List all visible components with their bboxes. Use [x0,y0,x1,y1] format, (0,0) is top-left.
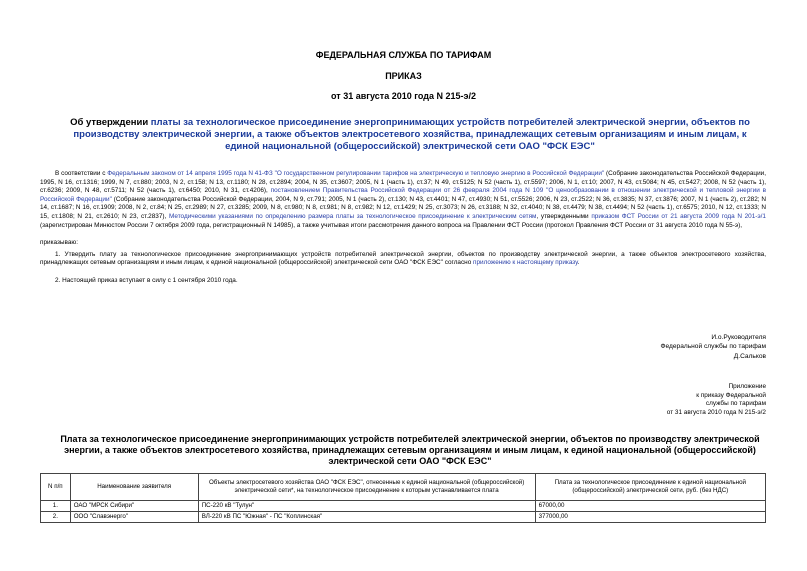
order-item-2: 2. Настоящий приказ вступает в силу с 1 сентября 2010 года. [55,276,238,284]
row-object: ПС-220 кВ "Тулун" [198,501,535,512]
item1-text: 1. Утвердить плату за технологическое присоединение энергопринимающих устройств потребителей электрической энергии, объектов по производству электрической энергии, а также объектов электросетевого хозяйства, принадлежащих сетевым организациям и иным лицам, к единой национальной (общероссийской) электрической сети ОАО "ФСК ЕЭС" согласно [40,250,766,267]
document-date-number: от 31 августа 2010 года N 215-э/2 [331,91,476,101]
order-item-1 [40,251,766,268]
table-header-row [41,474,766,501]
tariff-table [40,473,766,523]
row-fee: 67000,00 [535,501,765,512]
row-fee: 377000,00 [535,512,765,523]
agency-name: ФЕДЕРАЛЬНАЯ СЛУЖБА ПО ТАРИФАМ [315,50,492,60]
table-row [41,501,766,512]
header-number: N п/п [41,474,71,501]
appendix-label: Приложение [728,383,766,390]
row-number: 2. [41,512,71,523]
appendix-ref-line2: к приказу Федеральной [696,391,766,399]
header-applicant: Наименование заявителя [70,474,198,501]
federal-law-link[interactable]: Федеральным законом от 14 апреля 1995 года N 41-ФЗ "О государственном регулировании тарифов на электрическую и тепловую энергию в Российской Федерации" [107,170,605,177]
appendix-title: Плата за технологическое присоединение энергопринимающих устройств потребителей электрической энергии, объектов по производству электрической энергии, а также объектов электросетевого хозяйства, принадлежащих сетевым организациям и иным лицам, к единой национальной (общероссийской) электрической сети ОАО "ФСК ЕЭС" [60,434,760,467]
preamble-text-1: В соответствии с [55,170,108,177]
order-title [60,117,760,153]
table-row [41,512,766,523]
signature-position: И.о.Руководителя [711,334,766,341]
appendix-link[interactable]: приложению к настоящему приказу [473,259,578,267]
preamble-text-5: (зарегистрирован Минюстом России 7 октября 2009 года, регистрационный N 14985), а также учитывая итоги рассмотрения данного вопроса на Правлении ФСТ России (протокол Правления ФСТ России от 31 августа 2010 года N 55-э), [40,221,743,229]
government-resolution-link[interactable]: постановлением Правительства Российской Федерации от 26 февраля 2004 года N 109 "О ценообразовании в отношении электрической и тепловой энергии в Российской Федерации" [40,187,766,203]
signature-agency: Федеральной службы по тарифам [660,343,766,351]
appendix-ref-line3: службы по тарифам [705,400,766,408]
appendix-reference [667,383,766,417]
preamble-text-3: (Собрание законодательства Российской Федерации, 2004, N 9, ст.791; 2005, N 1 (часть 2), ст.130; N 43, ст.4401; N 47, ст.4930; N 51, ст.5526; 2006, N 23, ст.2522; N 36, ст.3835; N 37, ст.3876; 2007, N 1 (часть 2), ст.282; N 14, ст.1687; N 16, ст.1909; 2008, N 2, ст.84; N 25, ст.2989; N 27, ст.3285; 2009, N 8, ст.980; N 8, ст.981; N 8, ст.982; N 12, ст.1429; N 25, ст.3073; N 26, ст.3188; N 32, ст.4040; N 38, ст.4479; N 38, ст.4494; N 52 (часть 1), ст.6575; 2010, N 12, ст.1333; N 15, ст.1808; N 21, ст.2610; N 23, ст.2837), [40,195,766,220]
preamble-text-4: , утвержденными [536,212,592,220]
signature-name: Д.Сальков [733,352,766,360]
signature-block [661,333,767,361]
title-prefix: Об утверждении [70,117,151,128]
methodical-guidelines-link[interactable]: Методическими указаниями по определению размера платы за технологическое присоединение к электрическим сетям [168,212,537,220]
document-type: ПРИКАЗ [385,71,422,81]
item1-end: . [577,259,580,267]
row-object: ВЛ-220 кВ ПС "Южная" - ПС "Коплинская" [198,512,535,523]
header-fee: Плата за технологическое присоединение к единой национальной (общероссийской) электрической сети, руб. (без НДС) [535,474,765,501]
order-word: приказываю: [40,239,78,247]
fst-order-link[interactable]: приказом ФСТ России от 21 августа 2009 года N 201-э/1 [591,212,766,220]
order-body [40,170,766,286]
preamble-text-2: (Собрание законодательства Российской Федерации, 1995, N 16, ст.1316; 1999, N 7, ст.880; 2003, N 2, ст.158; N 13, ст.1180; N 28, ст.2894; 2004, N 35, ст.3607; 2005, N 1 (часть 1), ст.37; N 49, ст.5125; N 52 (часть 1), ст.5597; 2006, N 1, ст.10; 2007, N 43, ст.5084; N 45, ст.5427; 2008, N 52 (часть 1), ст.6236; 2009, N 48, ст.5711; N 52 (часть 1), ст.6450; 2010, N 31, ст.4206), [40,170,766,195]
title-link[interactable]: платы за технологическое присоединение энергопринимающих устройств потребителей электрической энергии, объектов по производству электрической энергии, а также объектов электросетевого хозяйства, принадлежащих сетевым организациям и иным лицам, к единой национальной (общероссийской) электрической сети ОАО "ФСК ЕЭС" [73,117,750,152]
header-objects: Объекты электросетевого хозяйства ОАО "ФСК ЕЭС", отнесенные к единой национальной (общероссийской) электрической сети*, на технологическое присоединение к которым устанавливается плата [198,474,535,501]
row-applicant: ОАО "МРСК Сибири" [70,501,198,512]
row-number: 1. [41,501,71,512]
appendix-ref-line4: от 31 августа 2010 года N 215-э/2 [666,408,766,416]
preamble-paragraph [40,170,766,230]
row-applicant: ООО "Славэнерго" [70,512,198,523]
